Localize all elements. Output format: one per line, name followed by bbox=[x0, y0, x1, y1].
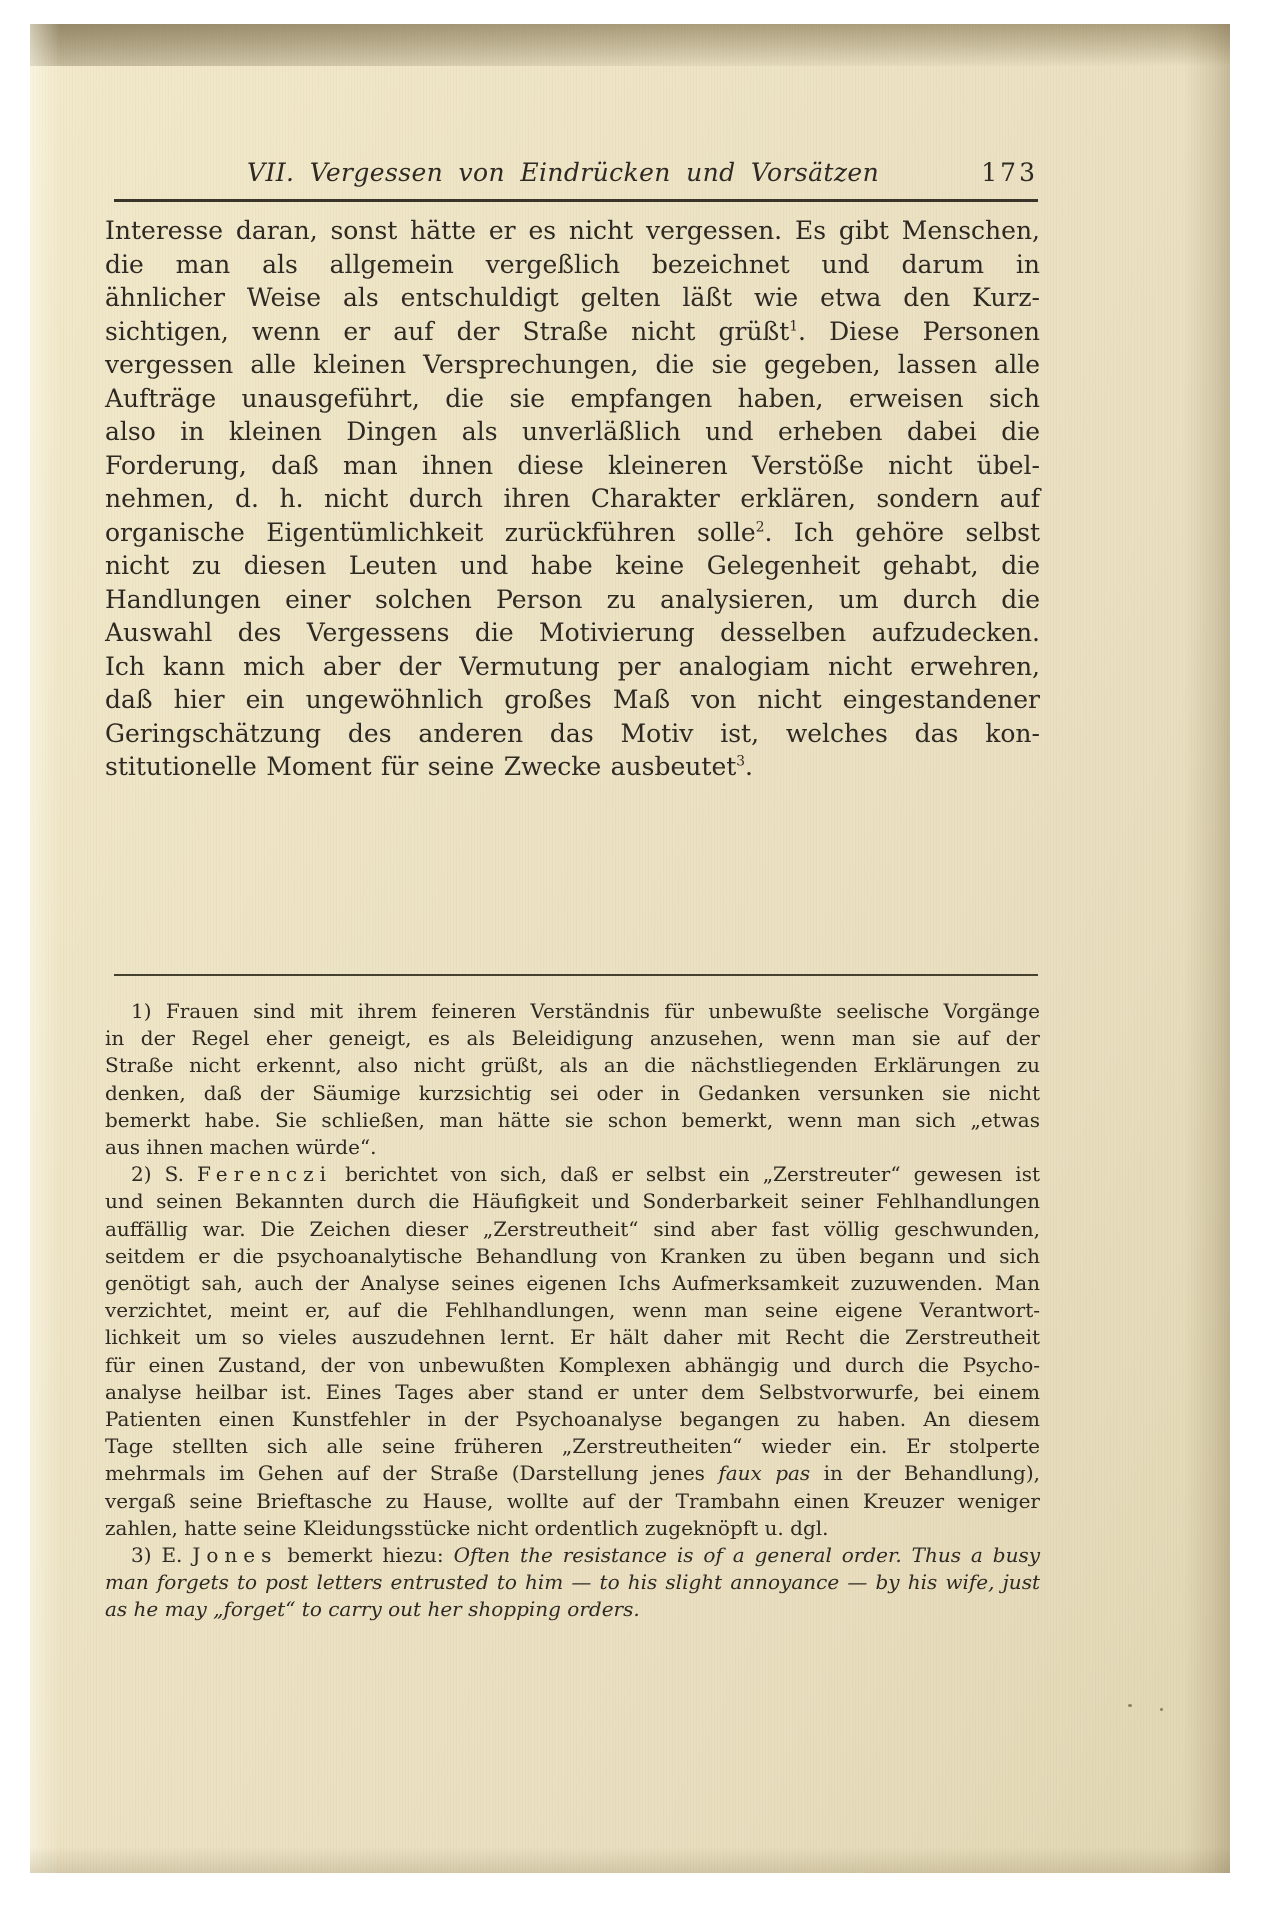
footnote-line: mehrmals im Gehen auf der Straße (Darstellung jenes faux pas in der Behandlung), bbox=[105, 1461, 1040, 1486]
footnotes bbox=[105, 998, 1040, 1624]
body-line: Handlungen einer solchen Person zu analysieren, um durch die bbox=[105, 584, 1040, 614]
page-bottom-shadow bbox=[30, 1847, 1230, 1873]
body-line: Aufträge unausgeführt, die sie empfangen haben, erweisen sich bbox=[105, 383, 1040, 413]
body-line: vergessen alle kleinen Versprechungen, die sie gegeben, lassen alle bbox=[105, 350, 1040, 379]
footnote-line: analyse heilbar ist. Eines Tages aber stand er unter dem Selbstvorwurfe, bei einem bbox=[105, 1379, 1040, 1404]
paper-speck bbox=[1160, 1708, 1163, 1711]
body-line: Geringschätzung des anderen das Motiv ist, welches das kon- bbox=[105, 718, 1040, 748]
page-left-highlight bbox=[30, 24, 60, 1873]
footnote-line: man forgets to post letters entrusted to him — to his slight annoyance — by his wife, just bbox=[105, 1570, 1040, 1595]
footnote-2 bbox=[105, 1161, 1040, 1542]
body-line: Interesse daran, sonst hätte er es nicht vergessen. Es gibt Menschen, bbox=[105, 216, 1040, 245]
page-number: 173 bbox=[981, 158, 1038, 187]
footnote-line: Straße nicht erkennt, also nicht grüßt, als an die nächstliegenden Erklärungen zu bbox=[105, 1053, 1040, 1078]
body-line: organische Eigentümlichkeit zurückführen solle$^2$. Ich gehöre selbst bbox=[105, 517, 1040, 547]
body-line: also in kleinen Dingen als unverläßlich und erheben dabei die bbox=[105, 417, 1040, 446]
page-scan bbox=[30, 24, 1230, 1873]
footnote-line: aus ihnen machen würde“. bbox=[105, 1135, 377, 1160]
footnote-1 bbox=[105, 998, 1040, 1161]
footnote-line: as he may „forget“ to carry out her shopping orders. bbox=[105, 1597, 640, 1622]
footnote-line: verzichtet, meint er, auf die Fehlhandlungen, wenn man seine eigene Verantwort- bbox=[105, 1298, 1040, 1323]
footnote-line: 3) E. Jones bemerkt hiezu: Often the resistance is of a general order. Thus a busy bbox=[131, 1543, 1041, 1568]
page-right-shadow bbox=[1184, 24, 1230, 1873]
body-line: sichtigen, wenn er auf der Straße nicht grüßt$^1$. Diese Personen bbox=[105, 316, 1040, 346]
page-top-shadow bbox=[30, 24, 1230, 66]
body-line: daß hier ein ungewöhnlich großes Maß von nicht eingestandener bbox=[105, 685, 1040, 714]
footnote-line: auffällig war. Die Zeichen dieser „Zerstreutheit“ sind aber fast völlig geschwunden, bbox=[105, 1216, 1040, 1241]
footnote-line: vergaß seine Brieftasche zu Hause, wollte auf der Trambahn einen Kreuzer weniger bbox=[105, 1488, 1040, 1513]
body-line: Forderung, daß man ihnen diese kleineren Verstöße nicht übel- bbox=[105, 450, 1040, 480]
footnote-line: genötigt sah, auch der Analyse seines eigenen Ichs Aufmerksamkeit zuzuwenden. Man bbox=[105, 1271, 1040, 1296]
footnote-line: bemerkt habe. Sie schließen, man hätte sie schon bemerkt, wenn man sich „etwas bbox=[105, 1107, 1040, 1132]
body-line: die man als allgemein vergeßlich bezeichnet und darum in bbox=[105, 249, 1040, 279]
footnote-line: zahlen, hatte seine Kleidungsstücke nicht ordentlich zugeknöpft u. dgl. bbox=[105, 1515, 829, 1540]
footnote-line: denken, daß der Säumige kurzsichtig sei oder in Gedanken versunken sie nicht bbox=[105, 1080, 1040, 1105]
body-text bbox=[105, 214, 1040, 784]
running-header bbox=[105, 158, 1040, 194]
footnote-line: 2) S. Ferenczi berichtet von sich, daß er selbst ein „Zerstreuter“ gewesen ist bbox=[131, 1162, 1040, 1187]
footnote-line: Patienten einen Kunstfehler in der Psychoanalyse begangen zu haben. An diesem bbox=[105, 1407, 1040, 1432]
footnote-line: in der Regel eher geneigt, es als Beleidigung anzusehen, wenn man sie auf der bbox=[105, 1026, 1040, 1051]
footnote-separator-rule bbox=[114, 974, 1038, 976]
footnote-line: und seinen Bekannten durch die Häufigkeit und Sonderbarkeit seiner Fehlhandlungen bbox=[105, 1189, 1040, 1214]
paper-speck bbox=[1128, 1704, 1132, 1707]
footnote-line: seitdem er die psychoanalytische Behandlung von Kranken zu üben begann und sich bbox=[105, 1243, 1040, 1268]
header-rule bbox=[114, 199, 1038, 202]
body-line: Ich kann mich aber der Vermutung per analogiam nicht erwehren, bbox=[105, 651, 1040, 681]
footnote-line: Tage stellten sich alle seine früheren „Zerstreutheiten“ wieder ein. Er stolperte bbox=[105, 1434, 1040, 1459]
body-line: ähnlicher Weise als entschuldigt gelten läßt wie etwa den Kurz- bbox=[105, 283, 1040, 312]
body-line: nehmen, d. h. nicht durch ihren Charakter erklären, sondern auf bbox=[105, 484, 1040, 513]
footnote-3 bbox=[105, 1542, 1040, 1624]
footnote-line: lichkeit um so vieles auszudehnen lernt. Er hält daher mit Recht die Zerstreutheit bbox=[105, 1325, 1040, 1350]
body-line: stitutionelle Moment für seine Zwecke ausbeutet$^3$. bbox=[105, 752, 753, 781]
chapter-title: VII. Vergessen von Eindrücken und Vorsätzen bbox=[247, 158, 880, 187]
footnote-line: für einen Zustand, der von unbewußten Komplexen abhängig und durch die Psycho- bbox=[105, 1352, 1040, 1377]
footnote-line: 1) Frauen sind mit ihrem feineren Verständnis für unbewußte seelische Vorgänge bbox=[131, 999, 1040, 1023]
body-line: nicht zu diesen Leuten und habe keine Gelegenheit gehabt, die bbox=[105, 551, 1040, 580]
body-line: Auswahl des Vergessens die Motivierung desselben aufzudecken. bbox=[105, 618, 1040, 647]
